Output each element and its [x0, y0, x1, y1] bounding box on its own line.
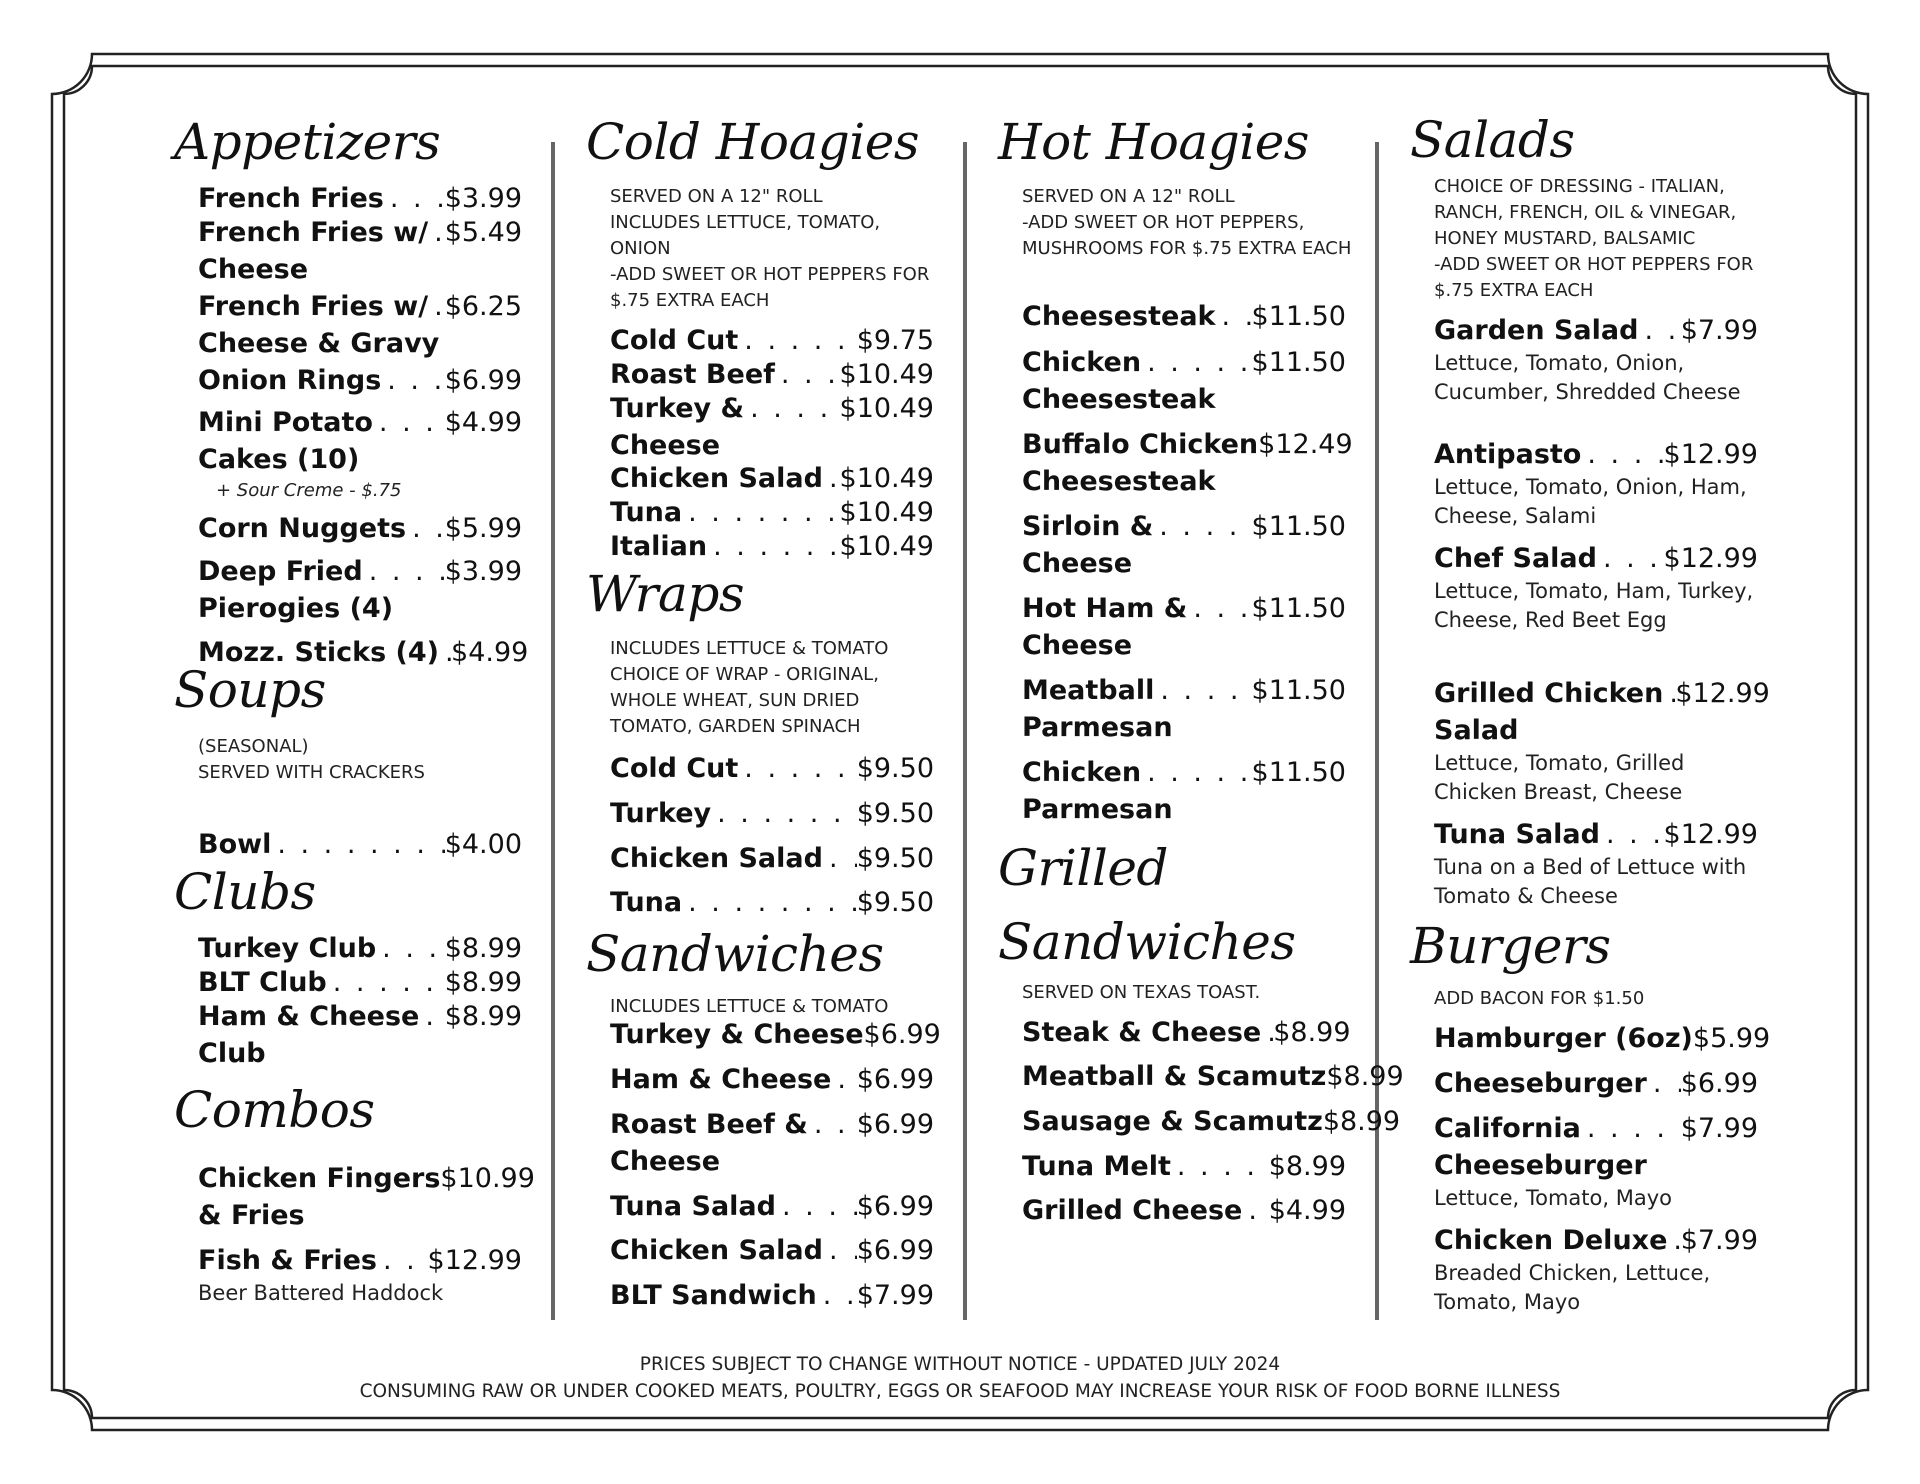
section-title-clubs: Clubs: [174, 863, 316, 921]
item-name: Grilled Cheese: [1022, 1195, 1243, 1226]
item-price: $6.99: [856, 1109, 934, 1140]
menu-item: [610, 494, 934, 531]
menu-item: [1022, 1103, 1401, 1140]
item-name: Cheeseburger: [1434, 1068, 1647, 1099]
item-name-line2: Cheese: [610, 1146, 721, 1177]
item-name: Tuna Salad: [610, 1191, 776, 1222]
footer-health-warning: CONSUMING RAW OR UNDER COOKED MEATS, POULTRY, EGGS OR SEAFOOD MAY INCREASE YOUR RISK OF FOOD BORNE ILLNESS: [359, 1381, 1561, 1402]
section-note: SERVED ON A 12" ROLL -ADD SWEET OR HOT PEPPERS, MUSHROOMS FOR $.75 EXTRA EACH: [1022, 186, 1352, 259]
item-price: $5.99: [444, 513, 522, 544]
item-name: Cheesesteak: [1022, 301, 1216, 332]
item-name: Corn Nuggets: [198, 513, 407, 544]
menu-item: [610, 750, 934, 787]
menu-item: [610, 356, 934, 393]
item-price: $4.00: [444, 829, 522, 860]
item-price: $10.49: [839, 463, 934, 494]
section-title-cold-hoagies: Cold Hoagies: [586, 113, 920, 171]
item-name: BLT Club: [198, 967, 327, 998]
item-name: Fish & Fries: [198, 1245, 378, 1276]
item-name-line2: Cheese: [1022, 630, 1133, 661]
section-note: SERVED ON TEXAS TOAST.: [1022, 982, 1261, 1003]
section-title-burgers: Burgers: [1410, 917, 1611, 975]
menu-item: [1434, 816, 1758, 911]
item-price: $11.50: [1251, 593, 1346, 624]
item-name: French Fries w/: [198, 291, 429, 322]
item-name: Tuna: [610, 497, 683, 528]
menu-item: [198, 1160, 535, 1234]
item-description: Tuna on a Bed of Lettuce with Tomato & Cheese: [1434, 855, 1747, 908]
item-description: Lettuce, Tomato, Mayo: [1434, 1186, 1672, 1210]
item-name: Chicken Fingers: [198, 1163, 441, 1194]
menu-item: [1434, 675, 1770, 807]
item-price: $8.99: [1322, 1106, 1401, 1137]
item-name-line2: Cheese: [1022, 548, 1133, 579]
menu-item: [610, 795, 934, 832]
item-price: $9.50: [856, 843, 934, 874]
menu-item: [610, 884, 934, 921]
item-name: Hot Ham &: [1022, 593, 1188, 624]
menu-item: [610, 1061, 934, 1098]
menu-item: [198, 180, 522, 217]
item-name: French Fries: [198, 183, 384, 214]
item-price: $11.50: [1251, 511, 1346, 542]
item-price: $6.99: [856, 1235, 934, 1266]
item-name: Chef Salad: [1434, 543, 1597, 574]
section-title-line: Sandwiches: [998, 913, 1296, 971]
item-price: $5.49: [444, 217, 522, 248]
item-name: Ham & Cheese: [198, 1001, 420, 1032]
menu-item: [1022, 298, 1346, 335]
section-title-hot-hoagies: Hot Hoagies: [998, 113, 1309, 171]
item-price: $6.99: [444, 365, 522, 396]
menu-item: [1022, 590, 1346, 664]
menu-item: [610, 390, 934, 464]
section-note: SERVED ON A 12" ROLL INCLUDES LETTUCE, TOMATO, ONION -ADD SWEET OR HOT PEPPERS FOR $.75 EXTRA EACH: [610, 186, 930, 311]
menu-item: [198, 553, 522, 627]
menu-item: [610, 1016, 941, 1053]
item-price: $8.99: [1326, 1061, 1404, 1092]
item-name: Ham & Cheese: [610, 1064, 832, 1095]
menu-item: [610, 840, 934, 877]
menu-item: [198, 404, 522, 504]
item-name: BLT Sandwich: [610, 1280, 817, 1311]
item-price: $4.99: [1268, 1195, 1346, 1226]
item-price: $7.99: [1680, 315, 1758, 346]
item-price: $6.99: [856, 1064, 934, 1095]
menu-item: [198, 288, 522, 362]
item-name: Tuna Salad: [1434, 819, 1600, 850]
item-price: $12.99: [1675, 678, 1770, 709]
item-name: Roast Beef: [610, 359, 775, 390]
menu-item: [610, 1232, 934, 1269]
item-price: $3.99: [444, 556, 522, 587]
item-description: Breaded Chicken, Lettuce, Tomato, Mayo: [1434, 1261, 1711, 1314]
menu-item: [1434, 1065, 1758, 1102]
item-name: Tuna: [610, 887, 683, 918]
menu-item: [198, 826, 522, 863]
item-name-line2: Parmesan: [1022, 712, 1173, 743]
item-name: Grilled Chicken: [1434, 678, 1664, 709]
item-name-line2: Salad: [1434, 715, 1519, 746]
section-note: INCLUDES LETTUCE & TOMATO: [610, 996, 889, 1017]
item-name-line2: Cheese & Gravy: [198, 328, 440, 359]
item-price: $8.99: [444, 1001, 522, 1032]
menu-item: [1434, 436, 1758, 531]
item-name: Antipasto: [1434, 439, 1582, 470]
item-price: $6.99: [856, 1191, 934, 1222]
item-name: Turkey &: [610, 393, 745, 424]
item-price: $8.99: [444, 933, 522, 964]
item-price: $5.99: [1692, 1023, 1771, 1054]
menu-item: [610, 1188, 934, 1225]
item-name: Chicken: [1022, 757, 1142, 788]
item-price: $8.99: [1273, 1017, 1351, 1048]
item-price: $6.99: [863, 1019, 941, 1050]
item-name: Sausage & Scamutz: [1022, 1106, 1323, 1137]
menu-item: [198, 362, 522, 399]
item-description: Beer Battered Haddock: [198, 1281, 444, 1305]
item-description: Lettuce, Tomato, Ham, Turkey, Cheese, Red Beet Egg: [1434, 579, 1754, 632]
item-name: Garden Salad: [1434, 315, 1639, 346]
item-description: Lettuce, Tomato, Onion, Ham, Cheese, Salami: [1434, 475, 1747, 528]
menu-item: [1022, 344, 1346, 418]
item-price: $7.99: [856, 1280, 934, 1311]
item-name: Italian: [610, 531, 708, 562]
item-name-line2: Cheesesteak: [1022, 384, 1216, 415]
menu-item: [610, 528, 934, 565]
menu-item: [610, 322, 934, 359]
item-price: $3.99: [444, 183, 522, 214]
menu-item: [1022, 754, 1346, 828]
section-note: (SEASONAL) SERVED WITH CRACKERS: [198, 736, 425, 783]
item-price: $10.49: [839, 393, 934, 424]
item-description: Lettuce, Tomato, Grilled Chicken Breast, Cheese: [1434, 751, 1685, 804]
section-title-wraps: Wraps: [586, 565, 745, 623]
column-divider: [963, 142, 967, 1320]
item-price: $4.99: [451, 637, 529, 668]
section-note: ADD BACON FOR $1.50: [1434, 988, 1645, 1009]
item-name: Chicken Salad: [610, 1235, 823, 1266]
item-price: $11.50: [1251, 347, 1346, 378]
menu-item: [1022, 1192, 1346, 1229]
menu-item: [610, 460, 934, 497]
menu-item: [1022, 1148, 1346, 1185]
section-title-line: Grilled: [998, 839, 1168, 897]
item-name: Hamburger (6oz): [1434, 1023, 1693, 1054]
item-price: $12.99: [1663, 439, 1758, 470]
item-name: Chicken Salad: [610, 463, 823, 494]
item-price: $8.99: [444, 967, 522, 998]
item-name: California: [1434, 1113, 1581, 1144]
menu-item: [1434, 1110, 1758, 1213]
item-price: $4.99: [444, 407, 522, 438]
section-title-soups: Soups: [174, 661, 326, 719]
item-name-line2: Pierogies (4): [198, 593, 394, 624]
item-price: $10.49: [839, 497, 934, 528]
footer-price-notice: PRICES SUBJECT TO CHANGE WITHOUT NOTICE - UPDATED JULY 2024: [639, 1354, 1281, 1375]
item-name: Buffalo Chicken: [1022, 429, 1259, 460]
item-description: Lettuce, Tomato, Onion, Cucumber, Shredded Cheese: [1434, 351, 1741, 404]
item-name: Chicken Salad: [610, 843, 823, 874]
section-title-grilled-sandwiches: [998, 840, 1296, 970]
menu-item: [1022, 672, 1346, 746]
menu-item: [1434, 1020, 1771, 1057]
item-name: Sirloin &: [1022, 511, 1154, 542]
menu-item: [610, 1106, 934, 1180]
menu-item: [198, 1242, 522, 1308]
item-name-line2: Cakes (10): [198, 444, 360, 475]
item-name-line2: & Fries: [198, 1200, 305, 1231]
item-price: $7.99: [1680, 1113, 1758, 1144]
item-name-line2: Club: [198, 1038, 266, 1069]
item-name: Tuna Melt: [1022, 1151, 1171, 1182]
menu-item: [1022, 426, 1353, 500]
item-name-line2: Parmesan: [1022, 794, 1173, 825]
item-price: $9.50: [856, 887, 934, 918]
item-price: $11.50: [1251, 757, 1346, 788]
menu-item: [1434, 312, 1758, 407]
item-addon: + Sour Creme - $.75: [216, 480, 402, 501]
item-name-line2: Cheese: [610, 430, 721, 461]
item-price: $12.99: [427, 1245, 522, 1276]
item-name: Meatball & Scamutz: [1022, 1061, 1327, 1092]
item-name: Cold Cut: [610, 753, 739, 784]
column-divider: [551, 142, 555, 1320]
item-name: Mini Potato: [198, 407, 373, 438]
item-name: Mozz. Sticks (4): [198, 637, 440, 668]
item-price: $11.50: [1251, 301, 1346, 332]
menu-item: [198, 214, 522, 288]
item-name: Onion Rings: [198, 365, 382, 396]
item-price: $12.99: [1663, 819, 1758, 850]
item-name: Meatball: [1022, 675, 1155, 706]
menu-item: [1022, 1014, 1351, 1051]
item-price: $12.99: [1663, 543, 1758, 574]
item-name-line2: Cheeseburger: [1434, 1150, 1647, 1181]
menu-item: [610, 1277, 934, 1314]
section-note: INCLUDES LETTUCE & TOMATO CHOICE OF WRAP - ORIGINAL, WHOLE WHEAT, SUN DRIED TOMATO, GARDEN SPINACH: [610, 638, 889, 737]
item-name: Roast Beef &: [610, 1109, 808, 1140]
menu-item: [198, 510, 522, 547]
section-title-sandwiches: Sandwiches: [586, 925, 884, 983]
item-name: Turkey & Cheese: [610, 1019, 864, 1050]
item-price: $10.49: [839, 531, 934, 562]
item-name: Steak & Cheese: [1022, 1017, 1262, 1048]
section-title-appetizers: Appetizers: [174, 113, 441, 171]
item-price: $10.49: [839, 359, 934, 390]
menu-item: [198, 998, 522, 1072]
menu-item: [198, 964, 522, 1001]
section-title-combos: Combos: [174, 1081, 375, 1139]
section-note: CHOICE OF DRESSING - ITALIAN, RANCH, FRENCH, OIL & VINEGAR, HONEY MUSTARD, BALSAMIC -ADD SWEET OR HOT PEPPERS FOR $.75 EXTRA EACH: [1434, 176, 1754, 301]
item-name: Cold Cut: [610, 325, 739, 356]
item-price: $9.50: [856, 798, 934, 829]
item-name: Chicken: [1022, 347, 1142, 378]
item-price: $10.99: [440, 1163, 535, 1194]
menu-item: [1022, 1058, 1404, 1095]
menu-item: [198, 930, 522, 967]
item-price: $11.50: [1251, 675, 1346, 706]
section-title-salads: Salads: [1410, 111, 1575, 169]
item-name: Bowl: [198, 829, 272, 860]
menu-item: [1434, 1222, 1758, 1317]
item-price: $9.75: [856, 325, 934, 356]
item-name: French Fries w/: [198, 217, 429, 248]
item-price: $12.49: [1258, 429, 1353, 460]
item-name: Turkey Club: [198, 933, 377, 964]
item-name-line2: Cheesesteak: [1022, 466, 1216, 497]
item-name: Turkey: [610, 798, 712, 829]
column-divider: [1375, 142, 1379, 1320]
item-name: Deep Fried: [198, 556, 363, 587]
item-price: $9.50: [856, 753, 934, 784]
item-price: $8.99: [1268, 1151, 1346, 1182]
item-price: $6.99: [1680, 1068, 1758, 1099]
item-price: $6.25: [444, 291, 522, 322]
item-price: $7.99: [1680, 1225, 1758, 1256]
item-name: Chicken Deluxe: [1434, 1225, 1668, 1256]
menu-item: [1022, 508, 1346, 582]
item-name-line2: Cheese: [198, 254, 309, 285]
menu-item: [1434, 540, 1758, 635]
